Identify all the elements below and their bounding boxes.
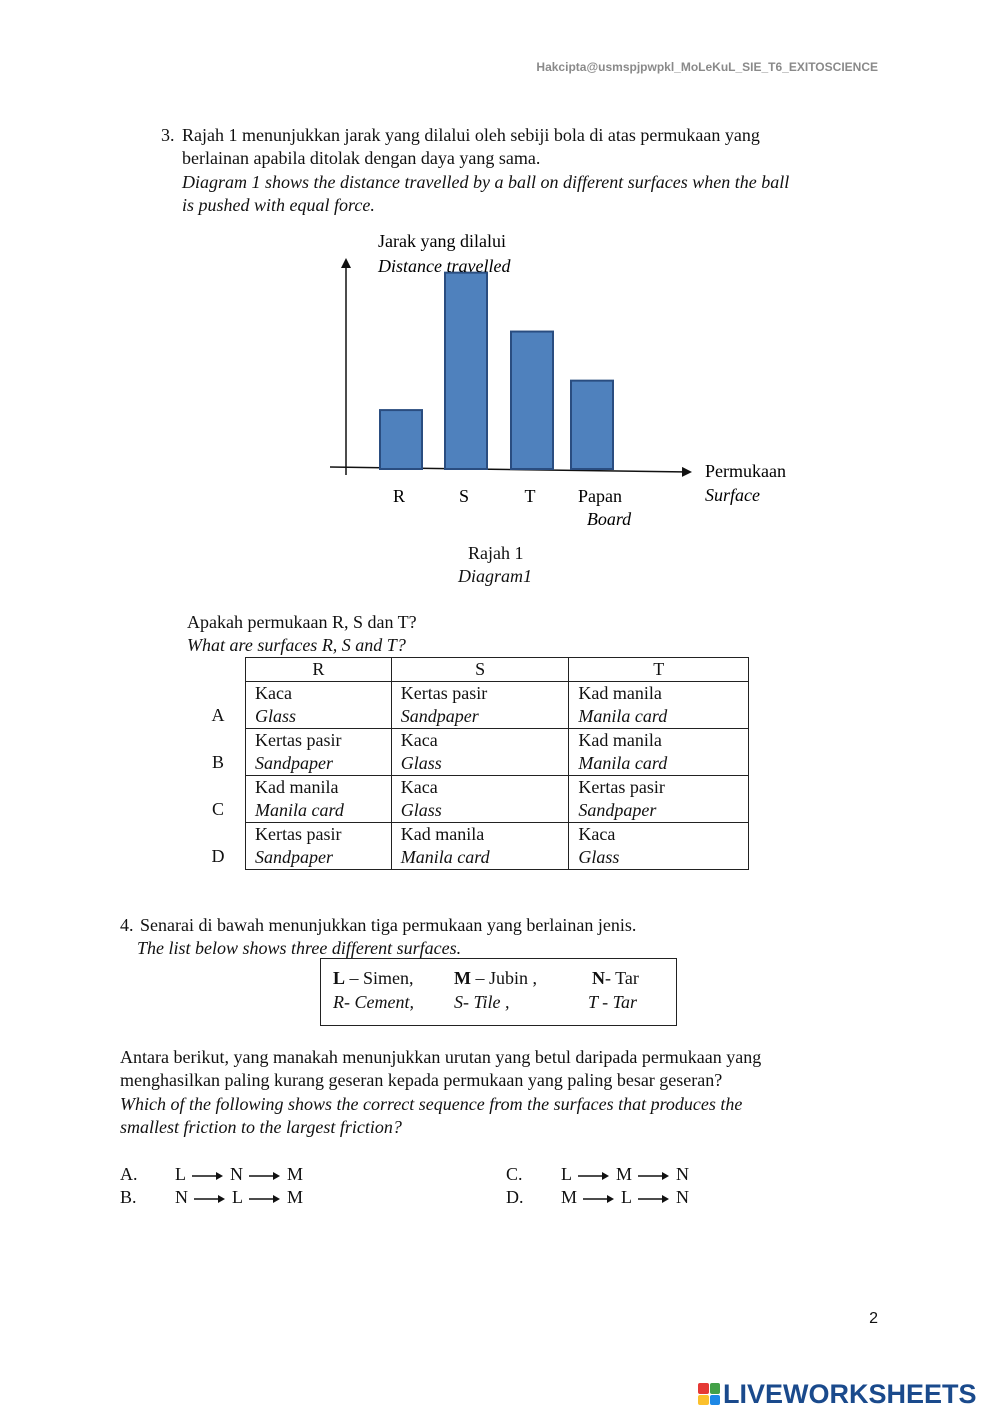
table-row [246,776,749,823]
q4-number: 4. [120,915,134,935]
q4-text-en: The list below shows three different surfaces. [137,938,462,958]
option-label-c: C [211,799,224,819]
sequence-item: M [287,1164,304,1184]
x-tick-label: S [458,486,470,506]
sequence-item: N [175,1187,188,1207]
logo-square [698,1395,709,1406]
cell-text-en: Manila card [255,800,344,820]
surface-n-en: T - Tar [588,992,638,1012]
sequence-item: N [676,1164,690,1184]
table-cell [246,823,392,870]
cell-text-en: Sandpaper [400,706,479,726]
x-tick-label: T [524,486,536,506]
bar-s [445,273,487,469]
logo-square [698,1383,709,1394]
answer-option-c[interactable] [506,1163,689,1186]
sequence-item: M [287,1187,304,1207]
table-cell [246,776,392,823]
surface-m-en: S- Tile , [454,992,510,1012]
arrow-right-icon [192,1194,226,1204]
surface-l: L – Simen, [333,968,414,988]
sequence-item: L [621,1187,633,1207]
table-cell [569,682,749,729]
cell-text-en: Sandpaper [255,847,333,867]
liveworksheets-logo-icon [698,1383,720,1405]
cell-text-ms: Kertas pasir [578,777,665,797]
arrow-right-icon [247,1171,281,1181]
option-letter: C. [506,1164,523,1184]
diagram-caption-en: Diagram1 [458,566,533,586]
q3-question-en: What are surfaces R, S and T? [187,635,406,655]
q4-prompt-en-line1: Which of the following shows the correct sequence from the surfaces that produces the [120,1094,743,1114]
x-tick-label: Papan [578,486,622,506]
cell-text-en: Sandpaper [255,753,333,773]
sequence-item: L [175,1164,186,1184]
surface-m: M – Jubin , [454,968,538,988]
cell-text-en: Manila card [578,753,668,773]
q4-prompt-en-line2: smallest friction to the largest friction? [120,1117,402,1137]
cell-text-en: Sandpaper [578,800,657,820]
q3-number: 3. [161,125,175,145]
table-row [246,682,749,729]
table-header-t: T [569,658,749,682]
x-tick-sublabel: Board [586,509,632,529]
cell-text-ms: Kertas pasir [255,730,342,750]
table-cell [391,682,569,729]
table-header-row [246,658,749,682]
cell-text-ms: Kad manila [400,824,485,844]
sequence-item: N [230,1164,243,1184]
q3-question-ms: Apakah permukaan R, S dan T? [187,612,417,632]
copyright-notice: Hakcipta@usmspjpwpkl_MoLeKuL_SIE_T6_EXITOSCIENCE [536,60,878,74]
q3-text-ms-line2: berlainan apabila ditolak dengan daya yang sama. [182,148,541,168]
q3-text-en-line1: Diagram 1 shows the distance travelled by a ball on different surfaces when the ball [182,172,790,192]
cell-text-ms: Kaca [578,824,616,844]
table-row [246,823,749,870]
table-cell [246,682,392,729]
table-cell [391,823,569,870]
option-letter: D. [506,1187,524,1207]
x-axis-label-ms: Permukaan [705,461,786,481]
table-cell [246,729,392,776]
cell-text-ms: Kaca [400,777,438,797]
table-cell [569,823,749,870]
q4-prompt-ms-line1: Antara berikut, yang manakah menunjukkan urutan yang betul daripada permukaan yang [120,1047,762,1067]
diagram-caption-ms: Rajah 1 [468,543,524,563]
q3-text-en-line2: is pushed with equal force. [182,195,375,215]
sequence-item: N [676,1187,690,1207]
cell-text-ms: Kad manila [578,683,662,703]
q3-text-ms-line1: Rajah 1 menunjukkan jarak yang dilalui oleh sebiji bola di atas permukaan yang [182,125,760,145]
distance-bar-chart [300,225,820,595]
liveworksheets-logo [698,1378,977,1410]
arrow-right-icon [636,1171,670,1181]
cell-text-en: Glass [400,800,442,820]
y-axis-label-en: Distance travelled [378,256,511,276]
brand-name: LIVEWORKSHEETS [723,1378,977,1409]
logo-square [710,1383,721,1394]
arrow-right-icon [636,1194,670,1204]
logo-square [710,1395,721,1406]
bar-t [511,332,553,469]
cell-text-ms: Kad manila [578,730,662,750]
surface-l-en: R- Cement, [333,992,414,1012]
cell-text-en: Manila card [400,847,490,867]
table-cell [391,776,569,823]
cell-text-en: Glass [578,847,620,867]
q4-prompt-ms-line2: menghasilkan paling kurang geseran kepada permukaan yang paling besar geseran? [120,1070,723,1090]
answer-option-a[interactable] [120,1163,303,1186]
table-header-r: R [246,658,392,682]
option-label-b: B [211,752,224,772]
sequence-item: L [561,1164,572,1184]
cell-text-ms: Kertas pasir [255,824,342,844]
x-tick-label: R [392,486,406,506]
cell-text-ms: Kaca [255,683,292,703]
sequence-item: M [616,1164,633,1184]
cell-text-en: Glass [400,753,442,773]
arrow-right-icon [581,1194,615,1204]
arrow-right-icon [190,1171,224,1181]
table-cell [569,776,749,823]
sequence-item: L [232,1187,243,1207]
cell-text-ms: Kad manila [255,777,339,797]
sequence-item: M [561,1187,578,1207]
table-row [246,729,749,776]
answer-option-d[interactable] [506,1186,689,1209]
option-label-d: D [211,846,225,866]
table-cell [391,729,569,776]
y-axis-label-ms: Jarak yang dilalui [378,231,506,251]
cell-text-ms: Kaca [400,730,438,750]
table-header-s: S [391,658,569,682]
table-cell [569,729,749,776]
answer-table [245,657,749,870]
page-number: 2 [869,1310,878,1327]
option-label-a: A [211,705,225,725]
bar-papan [571,381,613,469]
arrow-right-icon [247,1194,281,1204]
surface-list-box [320,958,677,1026]
cell-text-en: Manila card [578,706,668,726]
option-letter: A. [120,1164,138,1184]
cell-text-en: Glass [255,706,297,726]
x-axis-label-en: Surface [705,485,760,505]
q4-text-ms: Senarai di bawah menunjukkan tiga permukaan yang berlainan jenis. [140,915,637,935]
bar-r [380,410,422,469]
option-letter: B. [120,1187,137,1207]
cell-text-ms: Kertas pasir [400,683,488,703]
surface-n: N- Tar [592,968,639,988]
answer-option-b[interactable] [120,1186,303,1209]
arrow-right-icon [576,1171,610,1181]
